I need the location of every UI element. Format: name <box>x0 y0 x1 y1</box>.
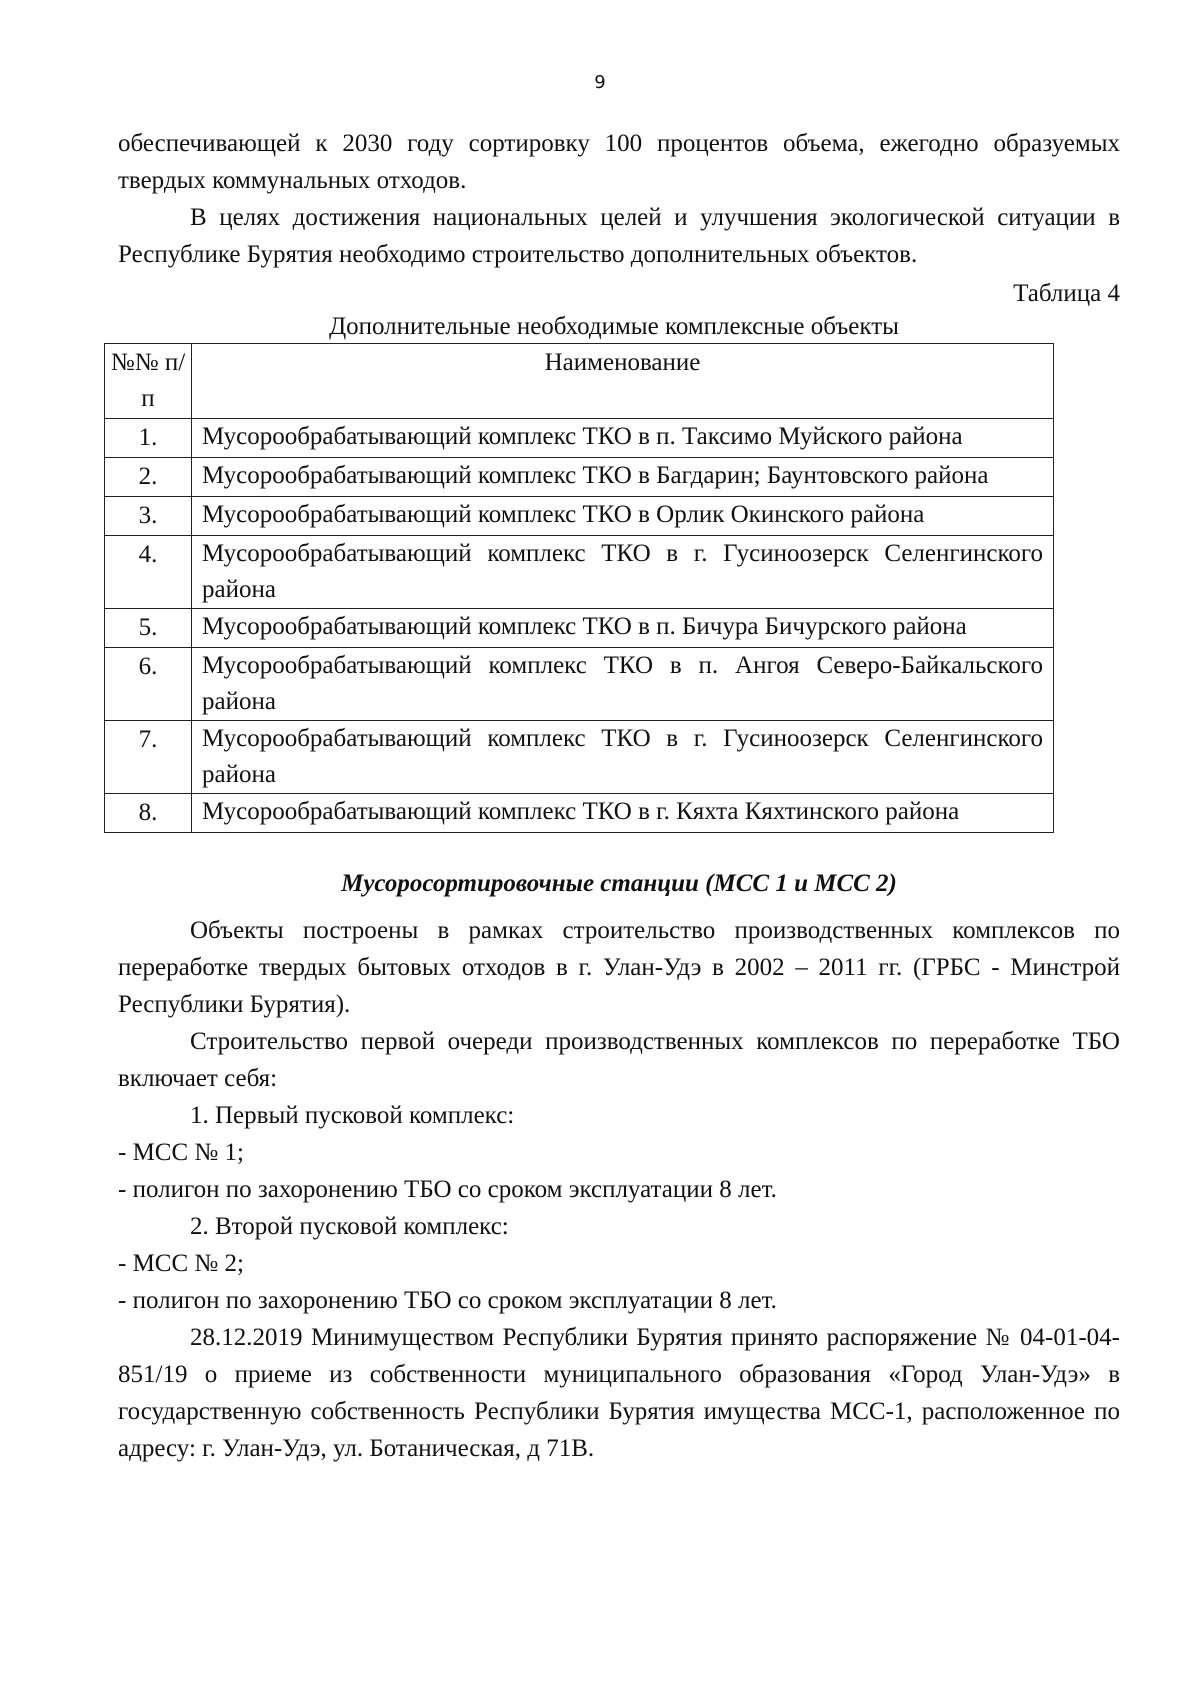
row-number: 7. <box>105 721 192 794</box>
document-body <box>110 125 1120 1467</box>
table-row <box>105 419 1054 458</box>
row-name: Мусорообрабатывающий комплекс ТКО в г. Кяхта Кяхтинского района <box>192 794 1054 833</box>
list-item: 1. Первый пусковой комплекс: <box>190 1102 515 1129</box>
table-row <box>105 497 1054 536</box>
section-paragraph-3: 28.12.2019 Минимуществом Республики Бурятия принято распоряжение № 04-01-04-851/19 о приеме из собственности муниципального образования «Город Улан-Удэ» в государственную собственность Республики Бурятия имущества МСС-1, расположенное по адресу: г. Улан-Удэ, ул. Ботаническая, д 71В. <box>118 1324 1120 1462</box>
row-number: 8. <box>105 794 192 833</box>
intro-paragraph-1: обеспечивающей к 2030 году сортировку 100 процентов объема, ежегодно образуемых твердых коммунальных отходов. <box>118 130 1120 194</box>
row-number: 2. <box>105 458 192 497</box>
table-row <box>105 609 1054 648</box>
row-number: 3. <box>105 497 192 536</box>
row-name: Мусорообрабатывающий комплекс ТКО в п. Таксимо Муйского района <box>192 419 1054 458</box>
row-number: 6. <box>105 648 192 721</box>
table-row <box>105 648 1054 721</box>
row-name: Мусорообрабатывающий комплекс ТКО в п. Ангоя Северо-Байкальского района <box>192 648 1054 721</box>
section-paragraph-1: Объекты построены в рамках строительство производственных комплексов по переработке твердых бытовых отходов в г. Улан-Удэ в 2002 – 2011 гг. (ГРБС - Минстрой Республики Бурятия). <box>118 917 1120 1018</box>
list-item: 2. Второй пусковой комплекс: <box>190 1213 509 1240</box>
table-row <box>105 458 1054 497</box>
table-row <box>105 536 1054 609</box>
table-row <box>105 721 1054 794</box>
page-number: 9 <box>594 72 606 93</box>
table-header-row <box>105 344 1054 419</box>
row-name: Мусорообрабатывающий комплекс ТКО в г. Гусиноозерск Селенгинского района <box>192 536 1054 609</box>
section-paragraph-2: Строительство первой очереди производственных комплексов по переработке ТБО включает себя: <box>118 1028 1120 1092</box>
table-label: Таблица 4 <box>1013 280 1120 307</box>
row-number: 4. <box>105 536 192 609</box>
row-name: Мусорообрабатывающий комплекс ТКО в г. Гусиноозерск Селенгинского района <box>192 721 1054 794</box>
header-name: Наименование <box>192 344 1054 419</box>
row-number: 5. <box>105 609 192 648</box>
row-number: 1. <box>105 419 192 458</box>
table-row <box>105 794 1054 833</box>
table-title: Дополнительные необходимые комплексные объекты <box>329 313 899 340</box>
list-item: - МСС № 2; <box>118 1250 244 1277</box>
intro-paragraph-2: В целях достижения национальных целей и улучшения экологической ситуации в Республике Бурятия необходимо строительство дополнительных объектов. <box>118 204 1120 268</box>
row-name: Мусорообрабатывающий комплекс ТКО в п. Бичура Бичурского района <box>192 609 1054 648</box>
list-item: - полигон по захоронению ТБО со сроком эксплуатации 8 лет. <box>118 1176 777 1203</box>
section-title: Мусоросортировочные станции (МСС 1 и МСС 2) <box>341 870 897 897</box>
list-item: - полигон по захоронению ТБО со сроком эксплуатации 8 лет. <box>118 1287 777 1314</box>
header-number: №№ п/п <box>105 344 192 419</box>
row-name: Мусорообрабатывающий комплекс ТКО в Орлик Окинского района <box>192 497 1054 536</box>
list-item: - МСС № 1; <box>118 1139 244 1166</box>
objects-table <box>104 343 1054 833</box>
row-name: Мусорообрабатывающий комплекс ТКО в Багдарин; Баунтовского района <box>192 458 1054 497</box>
